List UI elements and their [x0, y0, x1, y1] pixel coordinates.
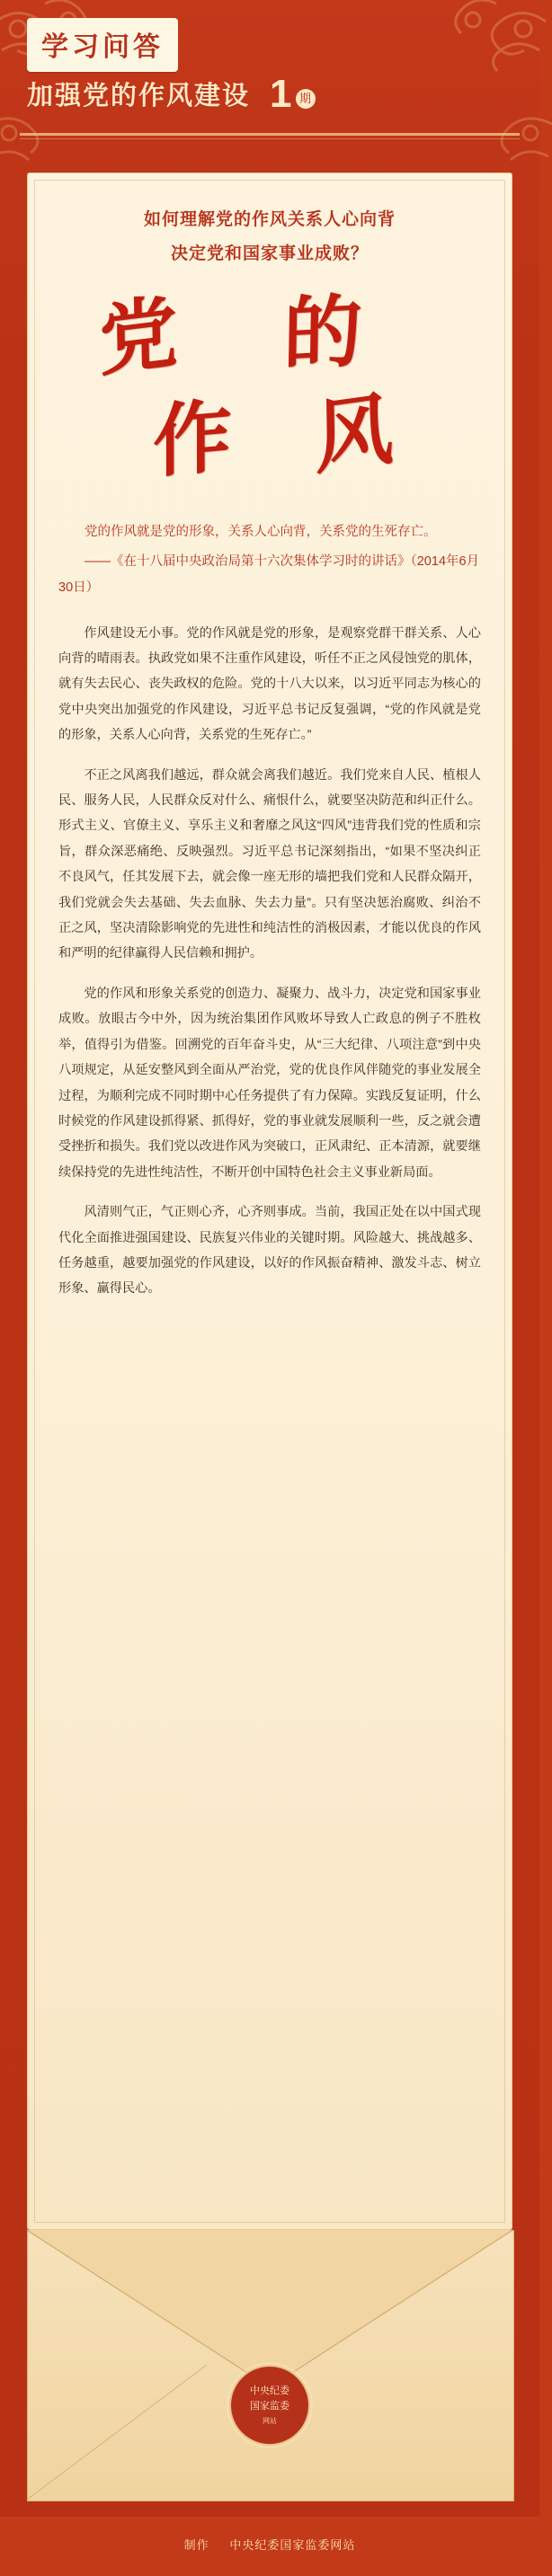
article-paragraph: 风清则气正，气正则心齐，心齐则事成。当前，我国正处在以中国式现代化全面推进强国建设、民族复兴伟业的关键时期。风险越大、挑战越多、任务越重，越要加强党的作风建设，以好的作风振奋精神、激发斗志、树立形象、赢得民心。 [58, 1205, 481, 1297]
issue-unit: 期 [296, 89, 316, 109]
article-paragraph: 党的作风和形象关系党的创造力、凝聚力、战斗力，决定党和国家事业成败。放眼古今中外，因为统治集团作风败坏导致人亡政息的例子不胜枚举，值得引为借鉴。回溯党的百年奋斗史，从“三大纪律、八项注意”到中央八项规定，从延安整风到全面从严治党，党的优良作风伴随党的事业发展全过程，为顺利完成不同时期中心任务提供了有力保障。实践反复证明，什么时候党的作风建设抓得紧、抓得好，党的事业就发展顺利一些，反之就会遭受挫折和损失。我们党以改进作风为突破口，正风肃纪、正本清源，就要继续保持党的先进性纯洁性，不断开创中国特色社会主义事业新局面。 [58, 986, 481, 1180]
header-subtitle-row [27, 72, 512, 117]
calligraphy-char-4: 风 [314, 380, 395, 486]
seal-line-2: 国家监委 [250, 2400, 289, 2412]
calligraphy-char-1: 党 [98, 283, 179, 388]
article-body [58, 621, 481, 1302]
content-card [27, 173, 512, 2230]
header-divider [20, 133, 520, 136]
header-subtitle: 加强党的作风建设 [27, 82, 251, 111]
seal-sub: 网站 [263, 2417, 277, 2425]
pull-quote-source: ——《在十八届中央政治局第十六次集体学习时的讲话》（2014年6月30日） [58, 553, 480, 595]
envelope-graphic [0, 2230, 539, 2527]
article-paragraph: 不正之风离我们越远，群众就会离我们越近。我们党来自人民、植根人民、服务人民，人民群众反对什么、痛恨什么，就要坚决防范和纠正什么。形式主义、官僚主义、享乐主义和奢靡之风这“四风”违背我们党的性质和宗旨，群众深恶痛绝、反映强烈。习近平总书记深刻指出，“如果不坚决纠正不良风气，任其发展下去，就会像一座无形的墙把我们党和人民群众隔开，我们党就会失去基础、失去血脉、失去力量”。只有坚决惩治腐败、纠治不正之风，坚决清除影响党的先进性和纯洁性的消极因素，才能以优良的作风和严明的纪律赢得人民信赖和拥护。 [58, 767, 481, 961]
pull-quote: 党的作风就是党的形象，关系人心向背，关系党的生死存亡。 [85, 524, 437, 539]
footer-maker-label: 制作 [183, 2538, 209, 2552]
poster-footer [0, 2527, 539, 2576]
poster-header [0, 0, 539, 153]
footer-maker-value: 中央纪委国家监委网站 [229, 2538, 356, 2552]
question-title-line2: 决定党和国家事业成败？ [170, 244, 369, 264]
header-badge: 学习问答 [27, 18, 178, 72]
calligraphy-char-3: 作 [153, 387, 232, 489]
calligraphy-artwork [90, 283, 450, 500]
question-title-line1: 如何理解党的作风关系人心向背 [143, 210, 396, 229]
issue-indicator [270, 72, 315, 117]
issue-number: 1 [270, 72, 292, 117]
calligraphy-char-2: 的 [282, 283, 363, 382]
envelope-flap [27, 2230, 512, 2387]
article-paragraph: 作风建设无小事。党的作风就是党的形象，是观察党群干群关系、人心向背的晴雨表。执政党如果不注重作风建设，听任不正之风侵蚀党的肌体，就有失去民心、丧失政权的危险。党的十八大以来，以习近平同志为核心的党中央突出加强党的作风建设，习近平总书记反复强调，“党的作风就是党的形象，关系人心向背，关系党的生死存亡。” [58, 625, 481, 743]
seal-line-1: 中央纪委 [250, 2386, 289, 2396]
organization-seal [229, 2365, 310, 2446]
